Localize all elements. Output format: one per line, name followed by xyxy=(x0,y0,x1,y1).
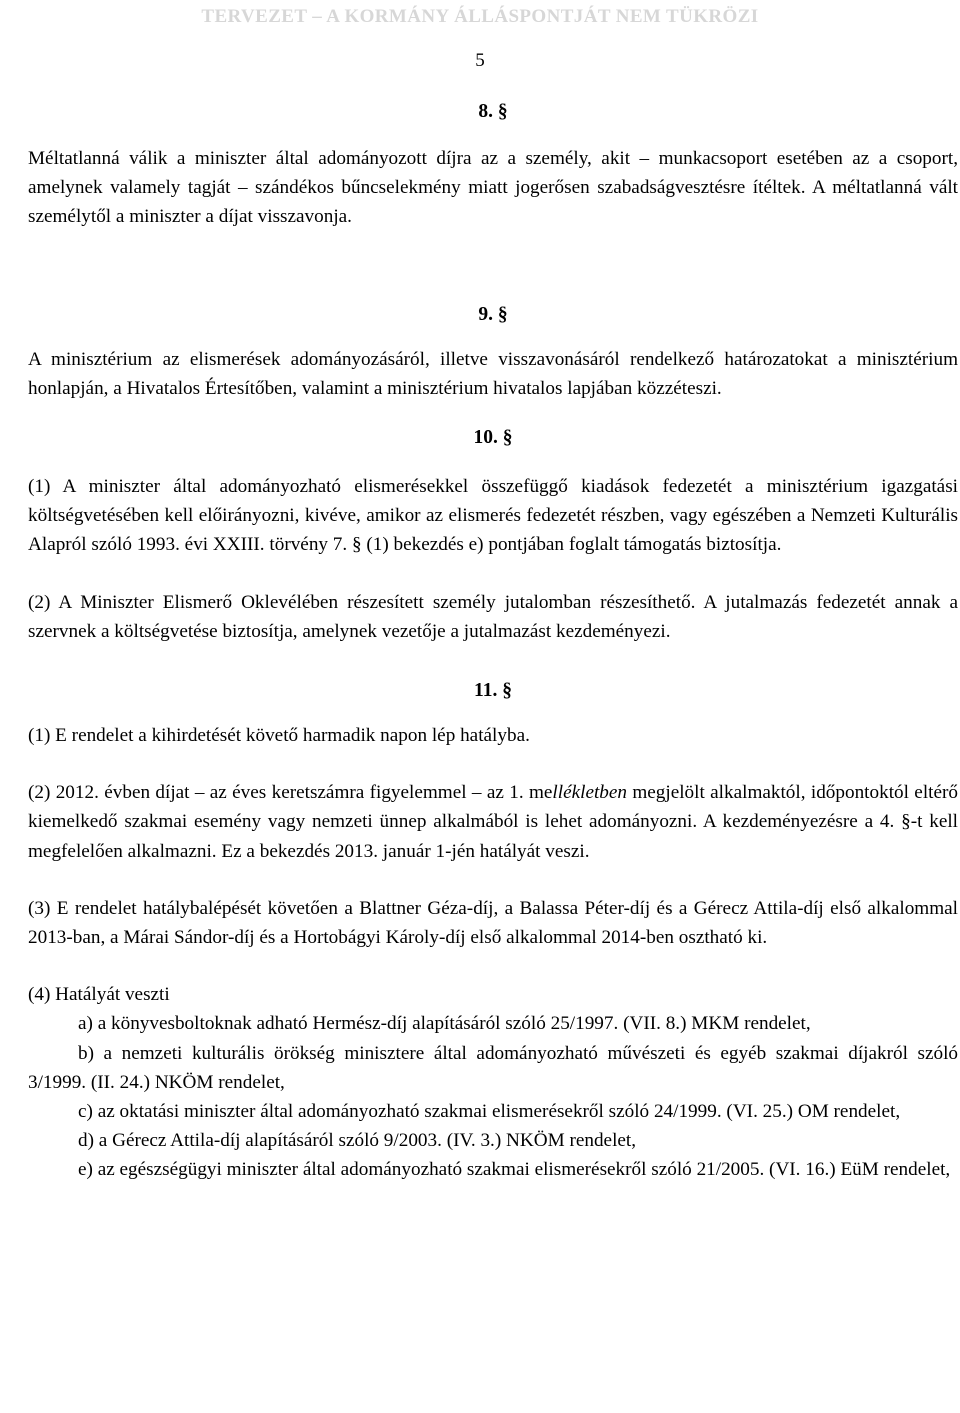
section-10-paragraph-2: (2) A Miniszter Elismerő Oklevélében részesített személy jutalomban részesíthető. A jutalmazás fedezetét annak a szervnek a költségvetése biztosítja, amelynek vezetője a jutalmazást kezdeményezi. xyxy=(28,591,958,642)
draft-watermark: TERVEZET – A KORMÁNY ÁLLÁSPONTJÁT NEM TÜKRÖZI xyxy=(201,6,759,27)
section-heading-10: 10. § xyxy=(473,427,513,449)
repeal-list-item-b: b) a nemzeti kulturális örökség minisztere által adományozható művészeti és egyéb szakmai díjakról szóló 3/1999. (II. 24.) NKÖM rendelet, xyxy=(28,1042,958,1093)
section-10-paragraph-1: (1) A miniszter által adományozható elismerésekkel összefüggő kiadások fedezetét a minisztérium igazgatási költségvetésében kell előirányozni, kivéve, amikor az elismerés fedezetét részben, vagy egészében a Nemzeti Kulturális Alapról szóló 1993. évi XXIII. törvény 7. § (1) bekezdés e) pontjában foglalt támogatás biztosítja. xyxy=(28,476,958,556)
repeal-list-item-c: c) az oktatási miniszter által adományozható szakmai elismerésekről szóló 24/1999. (VI. 25.) OM rendelet, xyxy=(78,1101,901,1123)
section-heading-11: 11. § xyxy=(474,680,512,702)
section-11-paragraph-2 xyxy=(28,778,958,866)
section-heading-9: 9. § xyxy=(478,303,508,325)
paragraph-2-text-b: megjelölt alkalmaktól, időpontoktól eltérő kiemelkedő szakmai esemény vagy nemzeti ünnep alkalmából is lehet adományozni. A kezdeményezésre a 4. §-t kell megfelelően alkalmazni. Ez a bekezdés 2013. január 1-jén hatályát veszi. xyxy=(28,782,958,862)
section-9-paragraph: A minisztérium az elismerések adományozásáról, illetve visszavonásáról rendelkező határozatokat a minisztérium honlapján, a Hivatalos Értesítőben, valamint a minisztérium hivatalos lapjában közzéteszi. xyxy=(28,348,958,399)
section-heading-8: 8. § xyxy=(478,101,508,122)
paragraph-2-text-a: (2) 2012. évben díjat – az éves keretszámra figyelemmel – az 1. me xyxy=(28,782,553,804)
section-11-paragraph-3: (3) E rendelet hatálybalépését követően a Blattner Géza-díj, a Balassa Péter-díj és a Gérecz Attila-díj első alkalommal 2013-ban, a Márai Sándor-díj és a Hortobágyi Károly-díj első alkalommal 2014-ben osztható ki. xyxy=(28,897,958,949)
document-body xyxy=(28,97,958,1185)
paragraph-2-italic: llékletben xyxy=(552,782,627,804)
repeal-list-item-d: d) a Gérecz Attila-díj alapításáról szóló 9/2003. (IV. 3.) NKÖM rendelet, xyxy=(78,1130,637,1152)
section-8-paragraph: Méltatlanná válik a miniszter által adományozott díjra az a személy, akit – munkacsoport esetében az a csoport, amelynek valamely tagját – szándékos bűncselekmény miatt jogerősen szabadságvesztésre ítéltek. A méltatlanná vált személytől a miniszter a díjat visszavonja. xyxy=(28,148,958,228)
section-11-paragraph-4-intro: (4) Hatályát veszti xyxy=(28,984,170,1006)
section-11-paragraph-1: (1) E rendelet a kihirdetését követő harmadik napon lép hatályba. xyxy=(28,725,530,747)
repeal-list-item-a: a) a könyvesboltoknak adható Hermész-díj alapításáról szóló 25/1997. (VII. 8.) MKM rendelet, xyxy=(78,1013,811,1035)
repeal-list-item-e: e) az egészségügyi miniszter által adományozható szakmai elismerésekről szóló 21/2005. (VI. 16.) EüM rendelet, xyxy=(78,1159,951,1181)
page-number: 5 xyxy=(475,50,485,71)
